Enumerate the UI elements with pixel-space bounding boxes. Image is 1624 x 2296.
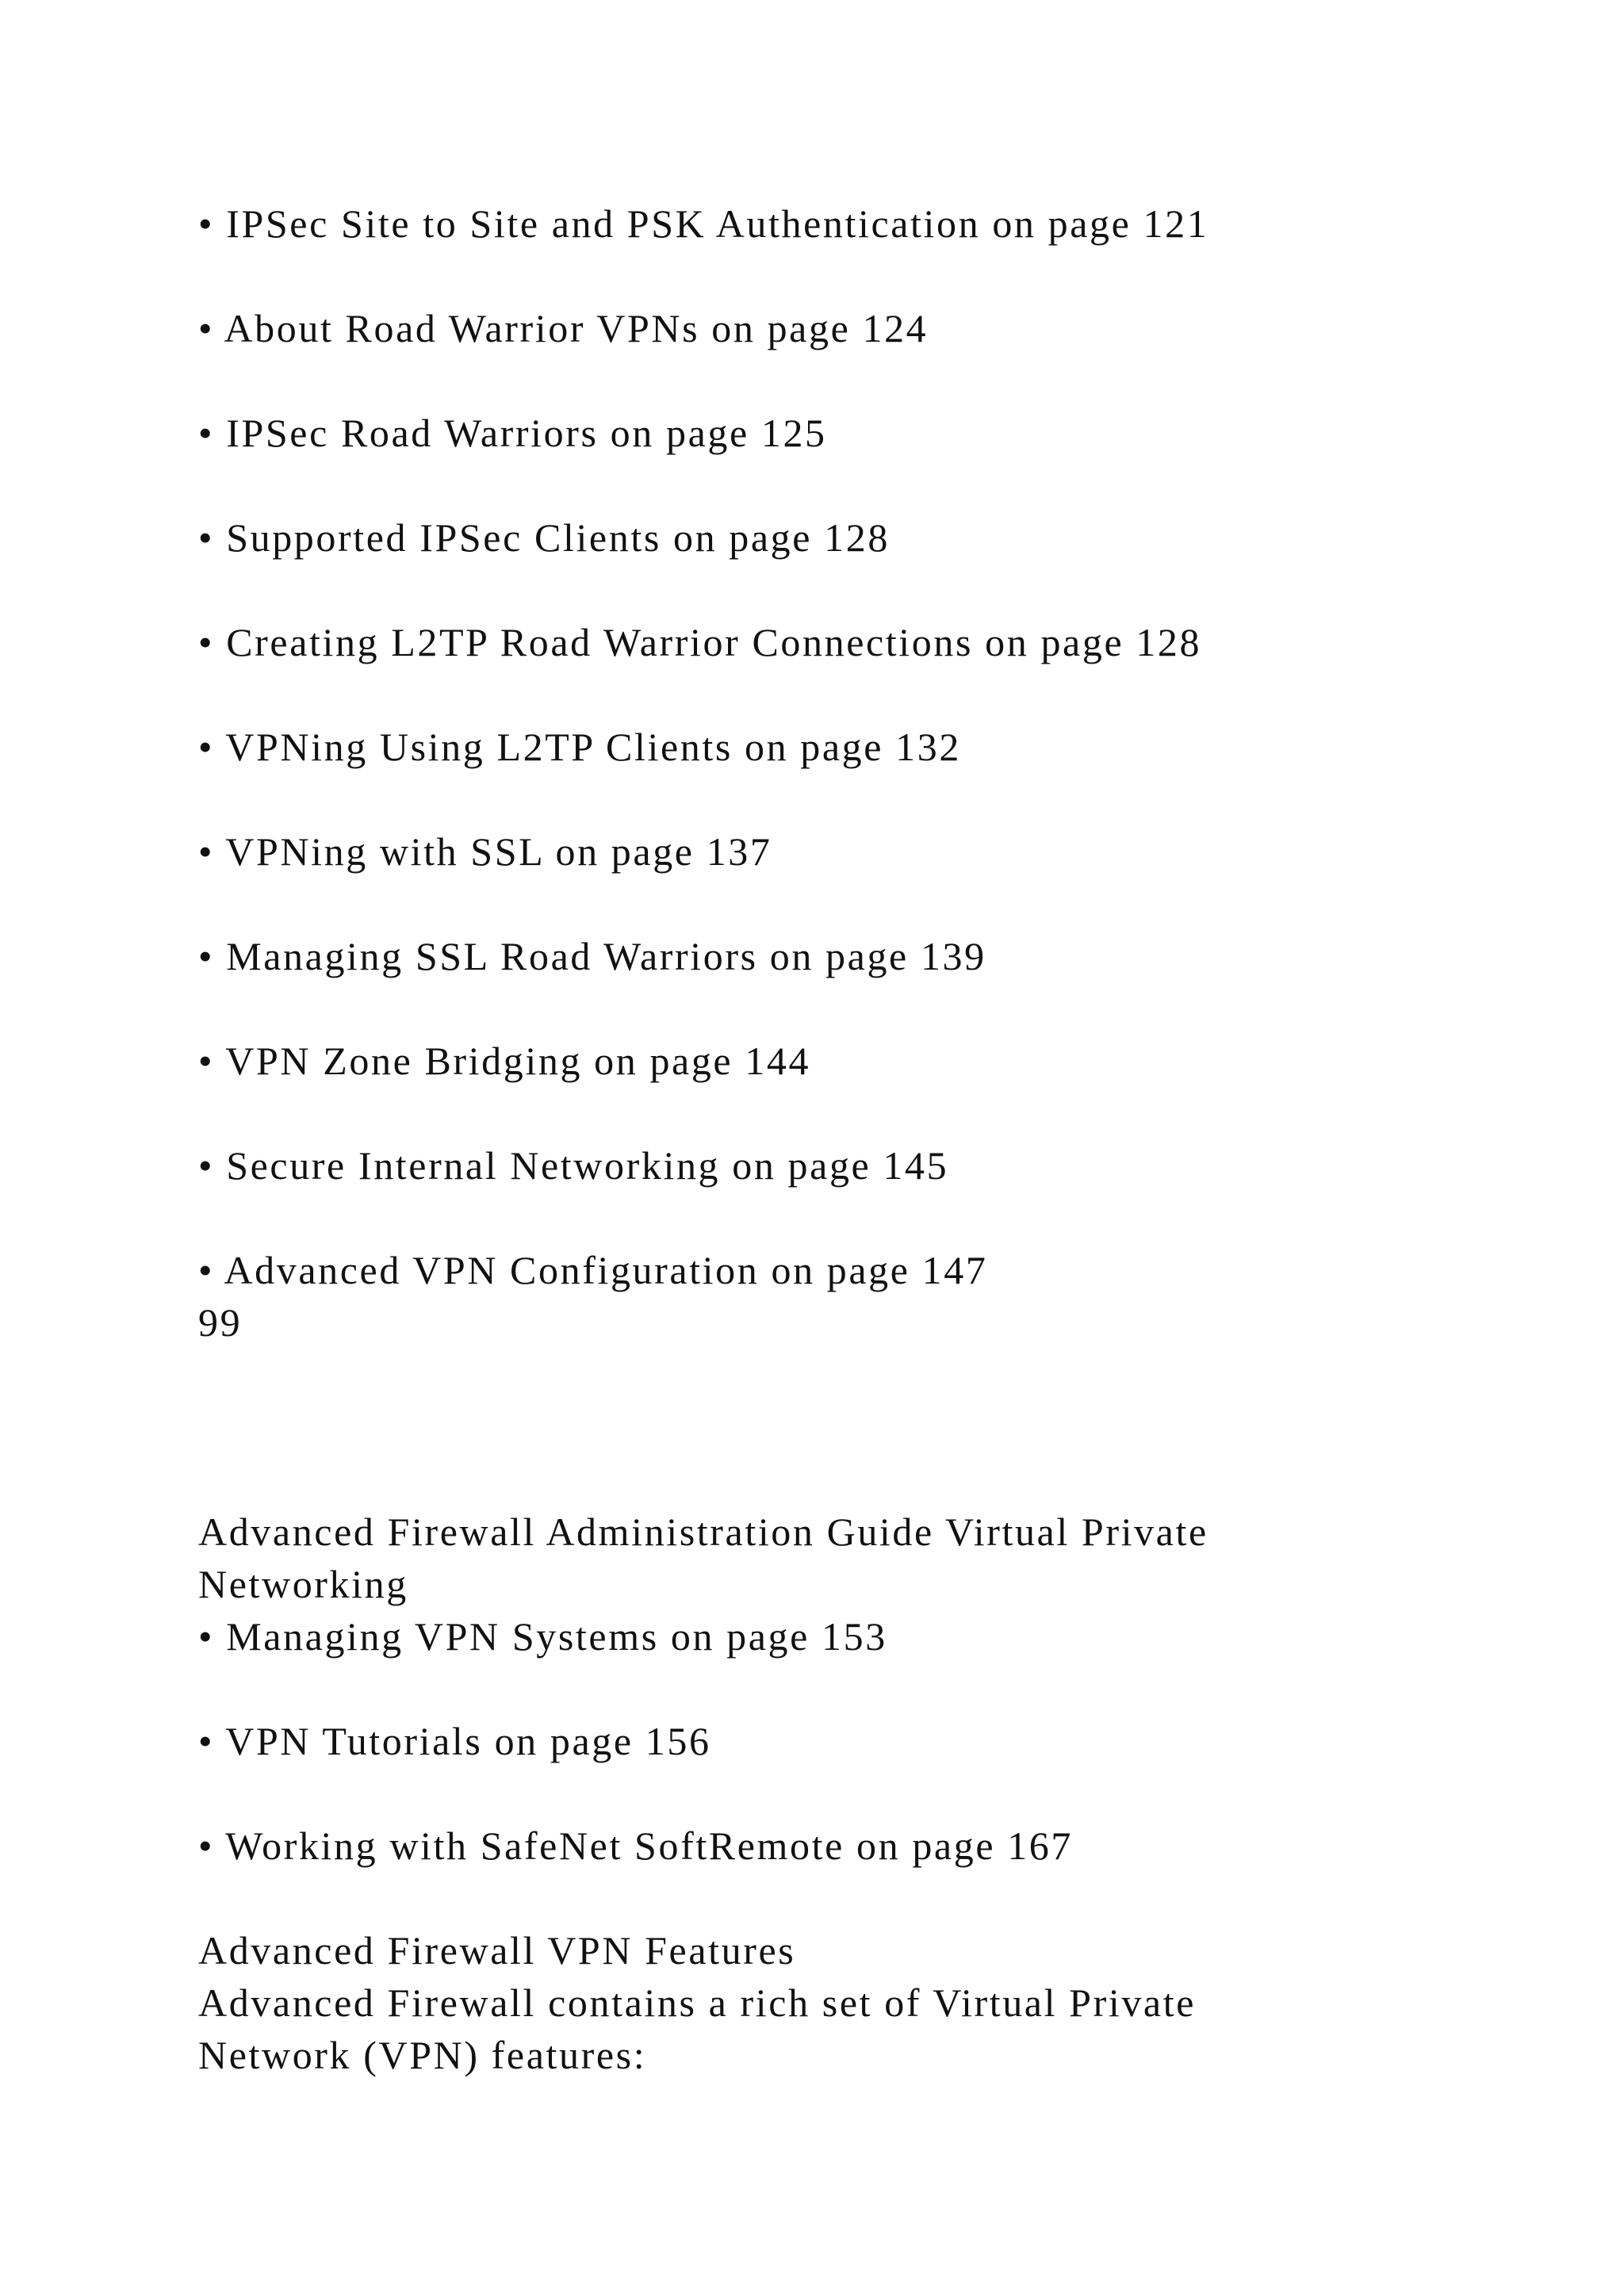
toc-item: • Creating L2TP Road Warrior Connections on page 128	[198, 620, 1202, 664]
body-text-line-1: Advanced Firewall contains a rich set of Virtual Private	[198, 1980, 1197, 2025]
toc-item: • IPSec Road Warriors on page 125	[198, 411, 827, 455]
toc-item: • Working with SafeNet SoftRemote on page 167	[198, 1823, 1074, 1868]
toc-item: • About Road Warrior VPNs on page 124	[198, 306, 929, 350]
toc-item: • Secure Internal Networking on page 145	[198, 1143, 949, 1188]
section-heading: Advanced Firewall VPN Features	[198, 1928, 796, 1973]
toc-item: • VPNing with SSL on page 137	[198, 829, 772, 874]
toc-item: • IPSec Site to Site and PSK Authentication on page 121	[198, 201, 1209, 246]
running-header-line-2: Networking	[198, 1562, 408, 1606]
toc-item: • Supported IPSec Clients on page 128	[198, 515, 890, 560]
toc-item: • VPN Tutorials on page 156	[198, 1719, 711, 1763]
page-number: 99	[198, 1300, 243, 1345]
toc-item: • VPN Zone Bridging on page 144	[198, 1039, 811, 1083]
toc-item: • VPNing Using L2TP Clients on page 132	[198, 725, 961, 769]
running-header-line-1: Advanced Firewall Administration Guide Virtual Private	[198, 1510, 1208, 1554]
toc-item: • Managing VPN Systems on page 153	[198, 1614, 887, 1659]
body-text-line-2: Network (VPN) features:	[198, 2033, 647, 2077]
toc-item: • Advanced VPN Configuration on page 147	[198, 1248, 988, 1292]
toc-item: • Managing SSL Road Warriors on page 139	[198, 934, 986, 978]
